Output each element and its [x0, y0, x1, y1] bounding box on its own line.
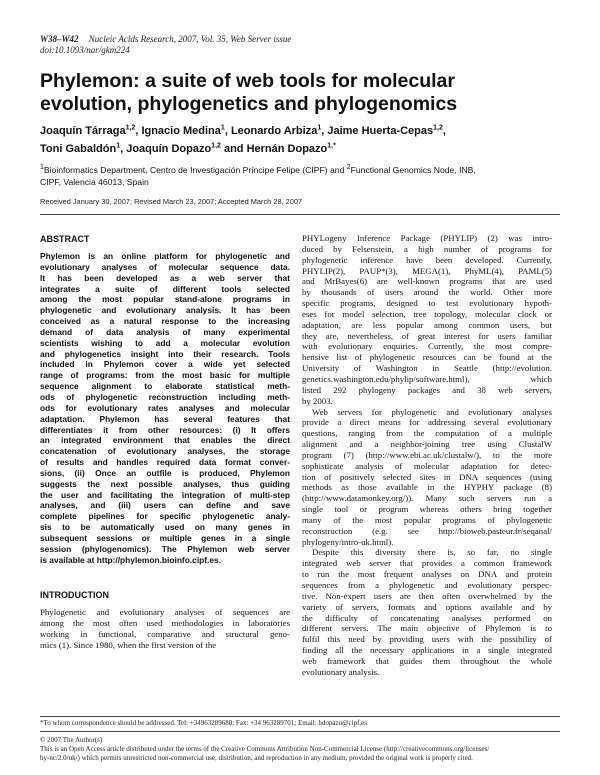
text-line: Despite this diversity there is, so far, no single [312, 547, 552, 558]
title-line: evolution, phylogenetics and phylogenomics [40, 93, 458, 115]
text-line: range of programs: from the most basic for multiple [40, 370, 290, 381]
author-separator: , [135, 125, 142, 137]
paragraph [302, 547, 552, 677]
text-line: among the most often used methodologies in laboratories [40, 618, 290, 629]
text-line: sequence alignment to elaborate statistical meth- [40, 381, 290, 392]
text-line: included in Phylemon cover a wide yet selected [40, 359, 290, 370]
text-line: genetics.washington.edu/phylip/software.html), which [302, 373, 552, 384]
author-name: Jaime Huerta-Cepas [327, 125, 434, 137]
text-line: by thousands of users around the world. Other more [302, 287, 552, 298]
text-line: sis to be automatically used on many genes in [40, 522, 290, 533]
doi-text: doi:10.1093/nar/gkm224 [40, 45, 130, 55]
text-line: sequences from a phylogenetic and evolutionary perspec- [302, 580, 552, 590]
text-line: the difficulty of concatenating analyses performed on [302, 612, 552, 623]
author-separator: , [224, 125, 231, 137]
text-line: mics (1). Since 1980, when the first version of the [40, 640, 217, 650]
footnote-divider [40, 731, 560, 732]
title-line: Phylemon: a suite of web tools for molecular [40, 70, 455, 92]
text-line: duced by Felsenstein, a high number of programs for [302, 243, 552, 254]
paragraph [302, 407, 552, 548]
text-line: analyses, and (iii) users can define and save [40, 500, 290, 511]
footnote-divider [40, 716, 560, 717]
text-line: methods as those available in the HYPHY package (8) [302, 482, 552, 493]
author-name: Hernán Dopazo [246, 143, 328, 155]
author-name: Toni Gabaldón [40, 143, 117, 155]
text-line: among the most popular stand-alone programs in [40, 294, 290, 305]
text-line: specific programs, designed to test evolutionary hypoth- [302, 298, 552, 309]
text-line: suggests the next possible analyses, thus guiding [40, 478, 290, 489]
introduction-heading: INTRODUCTION [40, 590, 109, 601]
text-line: with evolutionary enquiries. Currently, the most compre- [302, 341, 552, 352]
text-line: (http://www.datamonkey.org/)). Many such servers run a [302, 493, 552, 504]
affiliation-marker: 1,2 [125, 124, 136, 132]
correspondence-text: *To whom correspondence should be addressed. Tel: +34963289680; Fax: +34 963289701; Email: hdopazo@cipf.es [40, 719, 368, 727]
article-title [40, 70, 560, 116]
text-line: phylogeny/intro-uk.html). [302, 536, 394, 547]
affiliation-marker: 1 [317, 124, 322, 132]
text-line: the user and facilitating the integration of multi-step [40, 489, 290, 500]
received-dates: Received January 30, 2007; Revised March 23, 2007; Accepted March 28, 2007 [40, 197, 303, 206]
text-line: concatenation of evolutionary analyses, the storage [40, 446, 290, 457]
text-line: demand of data analysis of many experimental [40, 326, 290, 337]
text-line: integrates a suite of different tools selected [40, 283, 290, 294]
journal-citation: Nucleic Acids Research, 2007, Vol. 35, Web Server issue [88, 34, 292, 44]
affiliation-marker: 1 [220, 124, 225, 132]
introduction-body [40, 607, 290, 650]
text-line: It has been developed as a web server that [40, 272, 290, 283]
text-line: ods for evolutionary rates analyses and molecular [40, 402, 290, 413]
abstract-heading: ABSTRACT [40, 234, 90, 244]
author-name: Joaquín Dopazo [126, 143, 212, 155]
header-divider [40, 214, 560, 215]
text-line: to run the most frequent analyses on DNA and protein [302, 569, 552, 580]
author-name: Leonardo Arbiza [230, 125, 318, 137]
affiliation-text: Functional Genomics Node, INB, [350, 165, 476, 175]
affiliation-text: Bioinformatics Department, Centro de Investigación Príncipe Felipe (CIPF) and [43, 165, 347, 175]
text-line: PHYLogeny Inference Package (PHYLIP) (2) was intro- [302, 233, 552, 243]
left-column [40, 234, 290, 651]
affiliation-marker: 1 [116, 142, 121, 150]
text-line: tion of positively selected sites in DNA sequences (using [302, 471, 552, 482]
text-line: many of the most popular programs of phylogenetic [302, 514, 552, 525]
text-line: University of Washington in Seattle (http://evolution. [302, 363, 552, 374]
text-line: Phylogenetic and evolutionary analyses of sequences are [40, 607, 290, 618]
author-line [40, 140, 560, 158]
license-text: by-nc/2.0/uk/) which permits unrestricted non-commercial use, distribution, and reproduction in any medium, provided the original work is properly cited. [40, 754, 473, 763]
text-line: variety of servers, formats and options available and by [302, 601, 552, 612]
copyright-text: © 2007 The Author(s) [40, 736, 103, 744]
author-separator: , [321, 125, 328, 137]
text-line: finding all the necessary applications in a single integrated [302, 645, 552, 656]
text-line: of results and handles required data format conver- [40, 457, 290, 468]
text-line: an integrated environment that enables the direct [40, 435, 290, 446]
text-line: tive. Non-expert users are then often overwhelmed by the [302, 590, 552, 601]
text-line: listed 292 phylogeny packages and 38 web servers, [302, 384, 552, 395]
text-line: phylogenetic and evolutionary analysis. It has been [40, 305, 290, 316]
text-line: single tool or program whereas others bring together [302, 504, 552, 515]
text-line: different servers. The main objective of Phylemon is to [302, 623, 552, 634]
text-line: web framework that guides them throughout the whole [302, 655, 552, 666]
text-line: PHYLIP(2), PAUP*(3), MEGA(1), PhyML(4), PAML(5) [302, 265, 552, 276]
author-name: Ignacio Medina [141, 125, 221, 137]
text-line: evolutionary analysis. [302, 666, 380, 677]
affiliation-line [40, 164, 560, 176]
text-line: sophisticate analysis of molecular adaptation for detec- [302, 460, 552, 471]
affiliation-marker: 1 [40, 164, 44, 172]
text-line: hensive list of phylogenetic resources can be found at the [302, 352, 552, 363]
affiliation-line: CIPF, Valencia 46013, Spain [40, 177, 149, 187]
right-column [302, 233, 552, 678]
text-line: reconstruction (e.g. see http://bioweb.pasteur.fr/seqanal/ [302, 525, 552, 536]
text-line: questions, ranging from the computation of a multiple [302, 428, 552, 439]
text-line: they are, nevertheless, of great interest for users familiar [302, 330, 552, 341]
text-line: conceived as a natural response to the increasing [40, 316, 290, 327]
text-line: complete pipelines for specific phylogenetic analy- [40, 511, 290, 522]
text-line: phylogenetic inference have been developed. Currently, [302, 254, 552, 265]
license-text: This is an Open Access article distributed under the terms of the Creative Commons Attribution Non-Commercial License (http://creativecommons.org/licenses/ [40, 745, 490, 754]
text-line: provide a direct means for addressing several evolutionary [302, 417, 552, 428]
affiliation-marker: 1,2 [433, 124, 443, 132]
correspondence-footnote [40, 719, 560, 728]
author-separator: , [442, 125, 446, 137]
license-footnote [40, 736, 560, 764]
author-name: Joaquín Tárraga [40, 125, 126, 137]
author-list [40, 122, 560, 158]
affiliations [40, 164, 560, 188]
affiliation-marker: 2 [346, 164, 351, 172]
author-line [40, 122, 560, 140]
text-line: differentiates it from other resources: (i) It offers [40, 424, 290, 435]
text-line: sions, (ii) Once an outfile is produced, Phylemon [40, 467, 290, 478]
running-header [40, 34, 560, 56]
affiliation-marker: 1,* [327, 142, 336, 150]
text-line: program (7) (http://www.ebi.ac.uk/clustalw/), to the more [302, 449, 552, 460]
text-line: is available at http://phylemon.bioinfo.cipf.es. [40, 554, 222, 565]
text-line: eses for model selection, tree topology, molecular clock or [302, 308, 552, 319]
text-line: adaptation. Phylemon has several features that [40, 413, 290, 424]
text-line: ods of phylogenetic reconstruction including meth- [40, 391, 290, 402]
page-range: W38–W42 [40, 34, 79, 44]
text-line: and MrBayes(6) are well-known programs that are used [302, 276, 552, 287]
text-line: subsequent sessions or multiple genes in a single [40, 532, 290, 543]
author-separator: , [120, 143, 127, 155]
abstract-body [40, 251, 290, 565]
text-line: Phylemon is an online platform for phylogenetic and [40, 251, 290, 261]
text-line: Web servers for phylogenetic and evolutionary analyses [312, 406, 552, 417]
text-line: session (phylogenomics). The Phylemon web server [40, 543, 290, 554]
text-line: working in functional, comparative and structural geno- [40, 629, 290, 640]
text-line: scientists wishing to add a molecular evolution [40, 337, 290, 348]
paragraph [302, 233, 552, 407]
text-line: evolutionary analyses of molecular sequence data. [40, 261, 290, 272]
affiliation-marker: 1,2 [211, 142, 221, 150]
text-line: by 2003. [302, 395, 333, 406]
text-line: integrated web server that provides a common framework [302, 558, 552, 569]
text-line: fulfil this need by providing users with the possibility of [302, 634, 552, 645]
text-line: alignment and a neighbor-joining tree using ClustalW [302, 439, 552, 450]
text-line: adaptation, are less popular among common users, but [302, 319, 552, 330]
text-line: and phylogenetics insight into their research. Tools [40, 348, 290, 359]
author-separator: and [220, 143, 247, 155]
